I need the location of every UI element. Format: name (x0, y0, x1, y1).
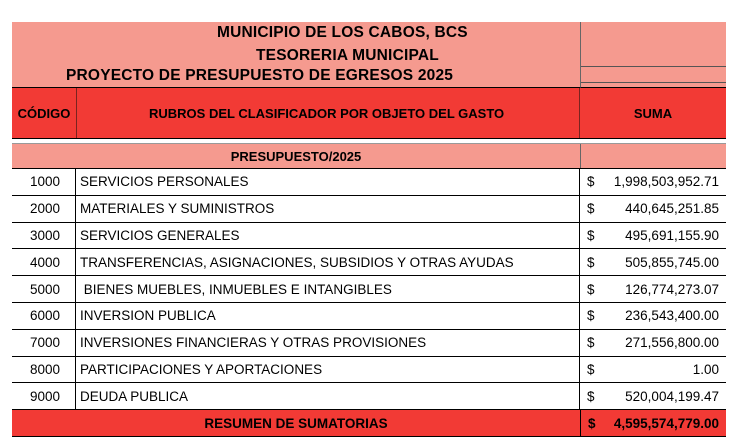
row-code: 3000 (12, 223, 76, 249)
row-code: 1000 (12, 169, 76, 195)
row-amount: 236,543,400.00 (625, 308, 719, 324)
title-right-cell (581, 22, 726, 88)
header-suma: SUMA (633, 105, 673, 121)
row-name: MATERIALES Y SUMINISTROS (76, 196, 580, 222)
row-amount: 1,998,503,952.71 (613, 174, 719, 190)
row-currency: $ (587, 308, 595, 324)
table-row (12, 196, 726, 223)
total-row (12, 410, 726, 437)
row-currency: $ (587, 201, 595, 217)
title-line-3: PROYECTO DE PRESUPUESTO DE EGRESOS 2025 (66, 67, 454, 84)
total-amount: 4,595,574,779.00 (613, 415, 719, 431)
row-code: 7000 (12, 330, 76, 356)
row-amount: 505,855,745.00 (625, 254, 719, 270)
row-amount: 495,691,155.90 (625, 227, 719, 243)
table-row (12, 357, 726, 384)
divider (581, 82, 726, 83)
row-amount: 1.00 (692, 361, 719, 377)
row-name: SERVICIOS GENERALES (76, 223, 580, 249)
title-block (12, 22, 726, 88)
section-row (12, 144, 726, 169)
section-label: PRESUPUESTO/2025 (12, 144, 581, 168)
row-amount: 271,556,800.00 (625, 335, 719, 351)
row-currency: $ (587, 227, 595, 243)
table-body (12, 169, 726, 410)
title-line-1: MUNICIPIO DE LOS CABOS, BCS (217, 24, 468, 41)
row-currency: $ (587, 174, 595, 190)
row-code: 9000 (12, 383, 76, 409)
row-name: BIENES MUEBLES, INMUEBLES E INTANGIBLES (76, 276, 580, 302)
row-name: PARTICIPACIONES Y APORTACIONES (76, 357, 580, 383)
table-row (12, 303, 726, 330)
table-row (12, 169, 726, 196)
row-currency: $ (587, 281, 595, 297)
table-row (12, 249, 726, 276)
total-label: RESUMEN DE SUMATORIAS (12, 410, 581, 436)
row-currency: $ (587, 335, 595, 351)
table-row (12, 330, 726, 357)
header-code: CÓDIGO (12, 88, 77, 138)
row-code: 8000 (12, 357, 76, 383)
row-name: DEUDA PUBLICA (76, 383, 580, 409)
row-currency: $ (587, 254, 595, 270)
row-code: 2000 (12, 196, 76, 222)
row-currency: $ (587, 388, 595, 404)
row-name: INVERSION PUBLICA (76, 303, 580, 329)
row-name: TRANSFERENCIAS, ASIGNACIONES, SUBSIDIOS Y OTRAS AYUDAS (76, 249, 580, 275)
row-name: SERVICIOS PERSONALES (76, 169, 580, 195)
row-code: 4000 (12, 249, 76, 275)
title-line-2: TESORERIA MUNICIPAL (256, 47, 439, 64)
title-cell (12, 22, 581, 88)
row-amount: 126,774,273.07 (625, 281, 719, 297)
row-currency: $ (587, 361, 595, 377)
budget-table (12, 22, 726, 437)
table-row (12, 276, 726, 303)
divider (581, 66, 726, 67)
column-header-row (12, 88, 726, 139)
header-rubros: RUBROS DEL CLASIFICADOR POR OBJETO DEL GASTO (77, 88, 580, 138)
table-row (12, 223, 726, 250)
row-amount: 520,004,199.47 (625, 388, 719, 404)
table-row (12, 383, 726, 410)
row-code: 5000 (12, 276, 76, 302)
total-currency: $ (588, 415, 596, 431)
section-right-cell (581, 144, 726, 168)
row-amount: 440,645,251.85 (625, 201, 719, 217)
row-code: 6000 (12, 303, 76, 329)
row-name: INVERSIONES FINANCIERAS Y OTRAS PROVISIONES (76, 330, 580, 356)
